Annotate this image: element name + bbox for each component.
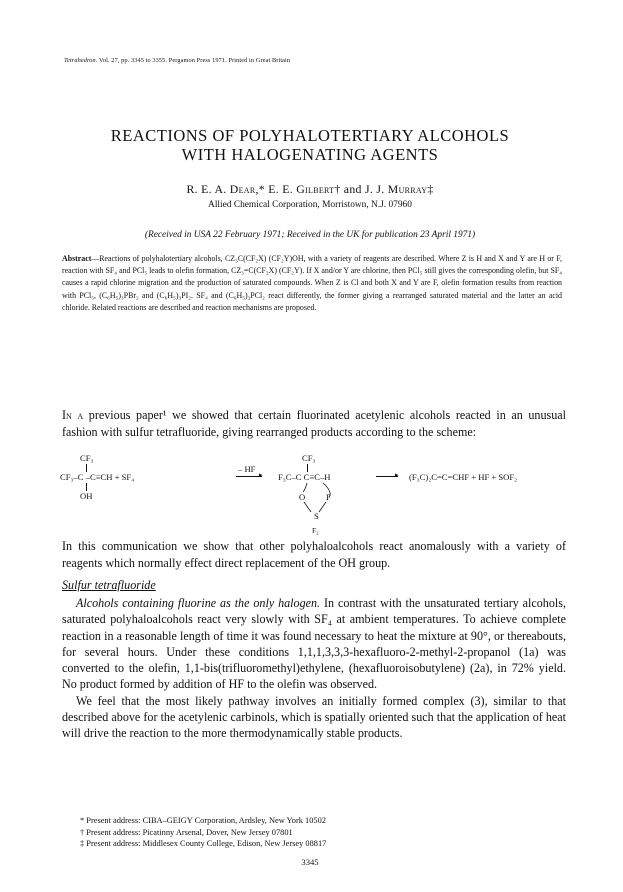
received-dates: (Received in USA 22 February 1971; Received in the UK for publication 23 April 1971) bbox=[144, 230, 476, 240]
paragraph-1-subheading: Alcohols containing fluorine as the only halogen. bbox=[76, 596, 321, 610]
scheme-product: (F₃C)₂C=C=CHF + HF + SOF₂ bbox=[409, 472, 518, 482]
paper-title bbox=[60, 126, 560, 164]
scheme-f2: F₂ bbox=[312, 526, 319, 535]
bond-vertical-2 bbox=[86, 483, 87, 491]
scheme-reactant: CF₃–C –C≡CH + SF₄ bbox=[60, 472, 135, 482]
scheme-cf3-top-2: CF₃ bbox=[302, 453, 316, 463]
bond-vertical-1 bbox=[86, 464, 87, 472]
intro-lead: In a bbox=[62, 408, 84, 422]
section-heading: Sulfur tetrafluoride bbox=[62, 578, 156, 592]
journal-citation: Vol. 27, pp. 3345 to 3355. Pergamon Press 1971. Printed in Great Britain bbox=[99, 57, 291, 64]
affiliation: Allied Chemical Corporation, Morristown, N.J. 07960 bbox=[208, 200, 412, 210]
bond-vertical-3 bbox=[307, 464, 308, 472]
author-list bbox=[60, 182, 560, 197]
abstract bbox=[62, 253, 562, 314]
communication-paragraph: In this communication we show that other polyhaloalcohols react anomalously with a variety of reagents which normally effect direct replacement of the OH group. bbox=[62, 539, 566, 570]
paragraph-2: We feel that the most likely pathway involves an initially formed complex (3), similar to that described above for the acetylenic carbinols, which is spatially oriented such that the application of heat will drive the reaction to the more thermodynamically stable products. bbox=[62, 693, 566, 741]
intro-paragraph bbox=[62, 407, 566, 440]
scheme-o-atom: O bbox=[299, 492, 306, 502]
arrowhead-1-icon: ▸ bbox=[259, 471, 263, 479]
footnote-2: † Present address: Picatinny Arsenal, Dover, New Jersey 07801 bbox=[80, 827, 293, 837]
author-gilbert: E. E. Gilbert† bbox=[264, 182, 341, 196]
author-murray: J. J. Murray‡ bbox=[365, 182, 434, 196]
paragraph-1 bbox=[62, 595, 566, 693]
footnote-1: * Present address: CIBA–GEIGY Corporation, Ardsley, New York 10502 bbox=[80, 816, 326, 825]
arrowhead-2-icon: ▸ bbox=[395, 471, 399, 479]
scheme-s-atom: S bbox=[314, 511, 319, 521]
scheme-arrow-label: – HF bbox=[238, 464, 256, 474]
abstract-text: —Reactions of polyhalotertiary alcohols, CZ₃C(CF₂X) (CF₂Y)OH, with a variety of reagents are described. Where Z is H and X and Y are H or F, reaction with SF₄ and PCl₅ leads to olefin formation, CZ₃=C(CF₂X) (CF₂Y). If X and/or Y are chlorine, then PCl₅ still gives the corresponding olefin, but SF₄ causes a rapid chlorine migration and the production of saturated compounds. When Z is Cl and both X and Y are F, olefin formation results from reaction with PCl₅, (C₆H₅)₃PBr₂ and (C₆H₅)₃PI₂. SF₄ and (C₆H₅)₃PCl₂ react differently, the former giving a rearranged saturated material and the latter an acid chloride. Related reactions are described and reaction mechanisms are proposed. bbox=[62, 254, 562, 312]
abstract-label: Abstract bbox=[62, 254, 92, 263]
footnotes bbox=[80, 815, 560, 850]
author-dear: R. E. A. Dear,* bbox=[186, 182, 265, 196]
author-conjunction: and bbox=[340, 182, 365, 196]
title-line-1: REACTIONS OF POLYHALOTERTIARY ALCOHOLS bbox=[110, 126, 510, 145]
reaction-scheme bbox=[60, 453, 570, 535]
body-text bbox=[62, 595, 566, 742]
footnote-3: ‡ Present address: Middlesex County College, Edison, New Jersey 08817 bbox=[80, 839, 327, 849]
scheme-intermediate: F₃C–C C≡C–H bbox=[278, 472, 331, 482]
title-line-2: WITH HALOGENATING AGENTS bbox=[181, 145, 439, 164]
paragraph-1-text: In contrast with the unsaturated tertiary alcohols, saturated polyhaloalcohols react very slowly with SF₄ at ambient temperatures. To achieve complete reaction in a reasonable length of time it was found necessary to heat the mixture at 90°, or thereabouts, for several hours. Under these conditions 1,1,1,3,3,3-hexafluoro-2-methyl-2-propanol (1a) was converted to the olefin, 1,1-bis(trifluoromethyl)ethylene, (hexafluoroisobutylene) (2a), in 72% yield. No product formed by addition of HF to the olefin was observed. bbox=[62, 596, 566, 692]
scheme-cf3-top-1: CF₃ bbox=[80, 453, 94, 463]
scheme-f-atom: F bbox=[326, 492, 331, 502]
journal-header bbox=[64, 57, 564, 64]
page-number: 3345 bbox=[301, 857, 319, 867]
journal-name: Tetrahedron. bbox=[64, 57, 98, 64]
intro-text: previous paper¹ we showed that certain fluorinated acetylenic alcohols reacted in an unusual fashion with sulfur tetrafluoride, giving rearranged products according to the scheme: bbox=[62, 408, 566, 439]
scheme-oh: OH bbox=[80, 491, 93, 501]
